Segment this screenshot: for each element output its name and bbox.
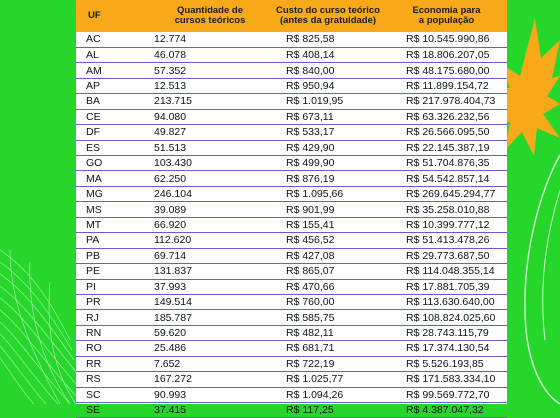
cell-uf: RS [86, 373, 101, 386]
cell-custo: R$ 427,08 [286, 249, 335, 262]
cell-uf: SE [86, 404, 101, 417]
cell-uf: MS [86, 203, 102, 216]
table-row [76, 217, 507, 232]
cell-quantidade: 213.715 [154, 95, 192, 108]
cell-economia: R$ 99.569.772,70 [406, 388, 490, 401]
table-row [76, 264, 507, 279]
cell-economia: R$ 48.175.680,00 [406, 64, 490, 77]
table-row [76, 233, 507, 248]
cell-quantidade: 94.080 [154, 110, 187, 123]
cell-custo: R$ 408,14 [286, 49, 335, 62]
cell-quantidade: 131.837 [154, 265, 192, 278]
cell-uf: MT [86, 218, 102, 231]
header-economia-line1: Economia para [412, 5, 481, 16]
table-row [76, 186, 507, 201]
cell-quantidade: 167.272 [154, 373, 192, 386]
cell-economia: R$ 11.899.154,72 [406, 80, 489, 93]
cell-custo: R$ 533,17 [286, 126, 335, 139]
cell-uf: PE [86, 265, 101, 278]
cell-uf: MA [86, 172, 102, 185]
cell-uf: ES [86, 141, 101, 154]
cell-custo: R$ 1.095,66 [286, 188, 344, 201]
cell-economia: R$ 51.413.478,26 [406, 234, 490, 247]
cell-uf: PR [86, 296, 101, 309]
header-quantidade-line2: cursos teóricos [174, 15, 246, 26]
cell-economia: R$ 113.630.640,00 [406, 296, 495, 309]
cell-custo: R$ 722,19 [286, 357, 335, 370]
header-economia [386, 0, 507, 32]
cell-custo: R$ 456,52 [286, 234, 335, 247]
cell-quantidade: 90.993 [154, 388, 187, 401]
table-row [76, 294, 507, 309]
cell-uf: AL [86, 49, 99, 62]
header-uf: UF [88, 10, 101, 21]
cell-economia: R$ 17.881.705,39 [406, 280, 490, 293]
cell-custo: R$ 155,41 [286, 218, 335, 231]
cell-custo: R$ 429,90 [286, 141, 335, 154]
cell-economia: R$ 63.326.232,56 [406, 110, 490, 123]
data-table-card [76, 0, 507, 417]
cell-custo: R$ 470,66 [286, 280, 335, 293]
table-header-row [76, 0, 507, 32]
cell-uf: RO [86, 342, 102, 355]
cell-quantidade: 103.430 [154, 157, 192, 170]
cell-quantidade: 12.774 [154, 33, 187, 46]
header-quantidade [150, 0, 270, 32]
cell-economia: R$ 171.583.334,10 [406, 373, 496, 386]
table-row [76, 47, 507, 62]
header-economia-line2: a população [418, 15, 475, 26]
cell-economia: R$ 4.387.047,32 [406, 404, 484, 417]
cell-custo: R$ 865,07 [286, 265, 335, 278]
cell-quantidade: 69.714 [154, 249, 187, 262]
cell-quantidade: 62.250 [154, 172, 187, 185]
cell-economia: R$ 18.806.207,05 [406, 49, 490, 62]
cell-economia: R$ 29.773.687,50 [406, 249, 490, 262]
cell-uf: PB [86, 249, 101, 262]
table-row [76, 403, 507, 418]
header-custo-line1: Custo do curso teórico [276, 5, 380, 16]
cell-uf: AP [86, 80, 101, 93]
table-row [76, 78, 507, 93]
cell-custo: R$ 1.094,26 [286, 388, 344, 401]
cell-economia: R$ 17.374.130,54 [406, 342, 490, 355]
table-row [76, 248, 507, 263]
cell-uf: MG [86, 188, 103, 201]
cell-custo: R$ 760,00 [286, 296, 335, 309]
table-row [76, 279, 507, 294]
table-row [76, 63, 507, 78]
table-row [76, 94, 507, 109]
table-row [76, 109, 507, 124]
cell-uf: DF [86, 126, 100, 139]
cell-quantidade: 25.486 [154, 342, 187, 355]
cell-uf: RR [86, 357, 102, 370]
table-row [76, 125, 507, 140]
cell-economia: R$ 35.258.010,88 [406, 203, 490, 216]
cell-economia: R$ 28.743.115,79 [406, 327, 489, 340]
cell-custo: R$ 1.019,95 [286, 95, 344, 108]
cell-economia: R$ 10.399.777,12 [406, 218, 490, 231]
cell-economia: R$ 269.645.294,77 [406, 188, 496, 201]
wire-arc-right-2 [543, 190, 560, 340]
cell-custo: R$ 499,90 [286, 157, 335, 170]
cell-economia: R$ 114.048.355,14 [406, 265, 495, 278]
economy-table [76, 0, 507, 418]
cell-quantidade: 12.513 [154, 80, 187, 93]
table-row [76, 325, 507, 340]
table-row [76, 32, 507, 47]
cell-quantidade: 59.620 [154, 327, 187, 340]
cell-quantidade: 112.620 [154, 234, 192, 247]
header-custo-line2: (antes da gratuidade) [279, 15, 377, 26]
cell-custo: R$ 950,94 [286, 80, 335, 93]
cell-economia: R$ 5.526.193,85 [406, 357, 484, 370]
cell-custo: R$ 585,75 [286, 311, 335, 324]
table-row [76, 387, 507, 402]
cell-economia: R$ 54.542.857,14 [406, 172, 490, 185]
cell-uf: RJ [86, 311, 99, 324]
cell-economia: R$ 108.824.025,60 [406, 311, 496, 324]
cell-uf: BA [86, 95, 101, 108]
cell-custo: R$ 1.025,77 [286, 373, 344, 386]
cell-custo: R$ 825,58 [286, 33, 335, 46]
cell-economia: R$ 217.978.404,73 [406, 95, 496, 108]
cell-custo: R$ 840,00 [286, 64, 335, 77]
table-row [76, 171, 507, 186]
table-row [76, 341, 507, 356]
cell-uf: PA [86, 234, 100, 247]
cell-quantidade: 51.513 [154, 141, 187, 154]
cell-quantidade: 46.078 [154, 49, 187, 62]
table-row [76, 372, 507, 387]
cell-quantidade: 185.787 [154, 311, 192, 324]
table-row [76, 202, 507, 217]
cell-quantidade: 149.514 [154, 296, 192, 309]
cell-uf: CE [86, 110, 101, 123]
cell-custo: R$ 673,11 [286, 110, 334, 123]
cell-quantidade: 66.920 [154, 218, 187, 231]
table-row [76, 310, 507, 325]
cell-custo: R$ 117,25 [286, 404, 334, 417]
cell-uf: AM [86, 64, 102, 77]
cell-quantidade: 246.104 [154, 188, 192, 201]
cell-quantidade: 37.415 [154, 404, 187, 417]
cell-custo: R$ 876,19 [286, 172, 335, 185]
cell-uf: SC [86, 388, 101, 401]
wire-mesh-left [0, 250, 76, 404]
cell-uf: RN [86, 327, 102, 340]
cell-economia: R$ 10.545.990,86 [406, 33, 490, 46]
cell-quantidade: 39.089 [154, 203, 187, 216]
cell-custo: R$ 482,11 [286, 327, 334, 340]
cell-quantidade: 7.652 [154, 357, 181, 370]
cell-uf: PI [86, 280, 96, 293]
table-row [76, 156, 507, 171]
table-row [76, 140, 507, 155]
cell-economia: R$ 26.566.095,50 [406, 126, 490, 139]
cell-economia: R$ 22.145.387,19 [406, 141, 490, 154]
table-row [76, 356, 507, 371]
cell-quantidade: 57.352 [154, 64, 187, 77]
cell-quantidade: 37.993 [154, 280, 187, 293]
cell-economia: R$ 51.704.876,35 [406, 157, 490, 170]
cell-custo: R$ 681,71 [286, 342, 335, 355]
cell-quantidade: 49.827 [154, 126, 187, 139]
wire-arc-right [525, 155, 560, 404]
cell-uf: AC [86, 33, 101, 46]
cell-uf: GO [86, 157, 103, 170]
cell-custo: R$ 901,99 [286, 203, 335, 216]
header-quantidade-line1: Quantidade de [177, 5, 243, 16]
header-custo [270, 0, 386, 32]
